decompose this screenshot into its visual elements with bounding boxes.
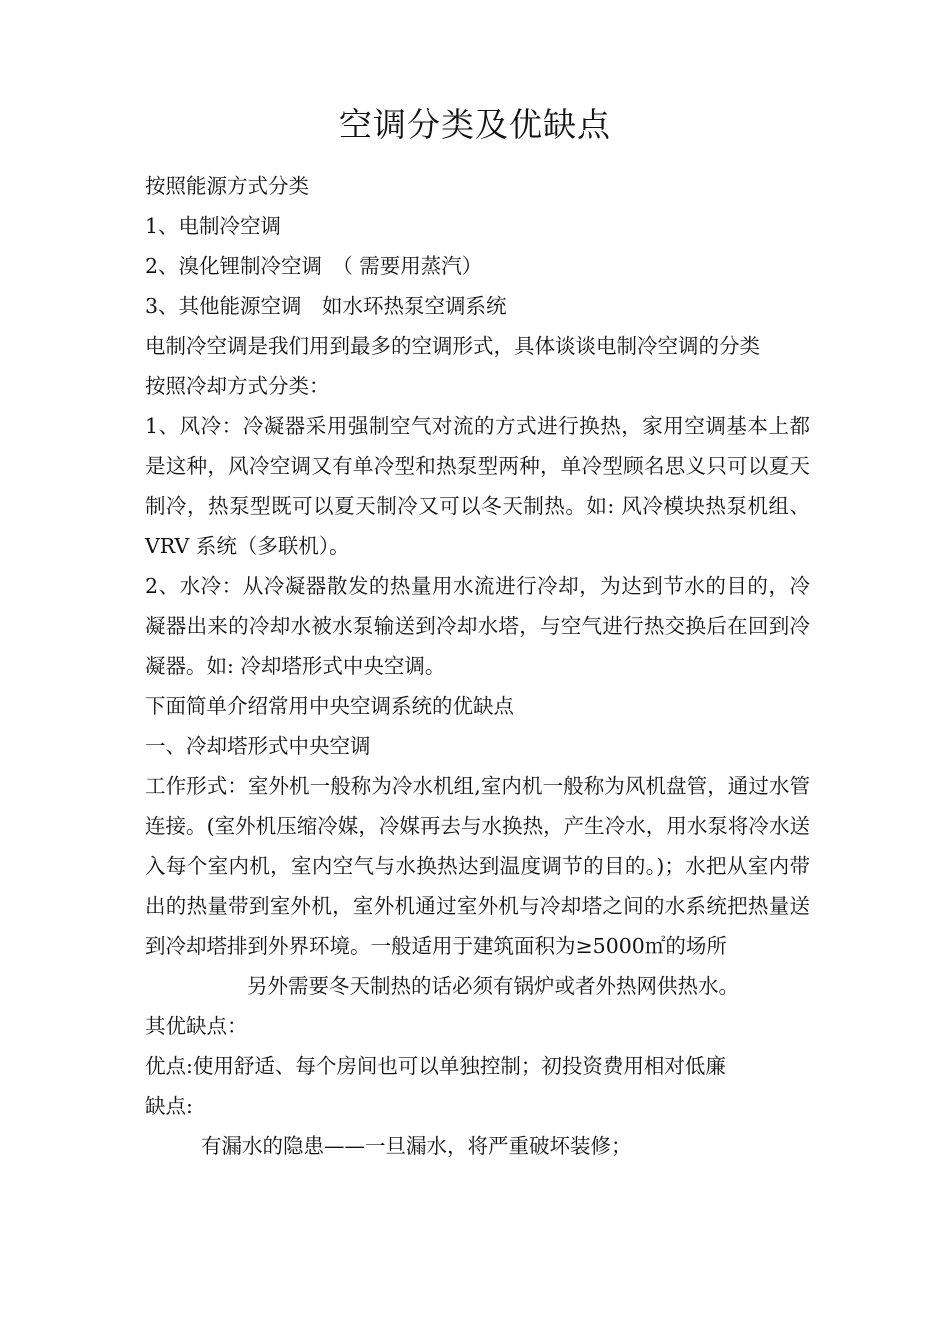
energy-item-electric: 1、电制冷空调	[145, 214, 282, 238]
work-form-paragraph: 工作形式：室外机一般称为冷水机组,室内机一般称为风机盘管，通过水管连接。(室外机压缩冷媒，冷媒再去与水换热，产生冷水，用水泵将冷水送入每个室内机，室内空气与水换热达到温度调节的目的。)；水把从室内带出的热量带到室外机，室外机通过室外机与冷却塔之间的水系统把热量送到冷却塔排到外界环境。一般适用于建筑面积为≥5000㎡的场所	[145, 774, 810, 958]
heating-note: 另外需要冬天制热的话必须有锅炉或者外热网供热水。	[247, 974, 739, 998]
energy-classification-heading: 按照能源方式分类	[145, 174, 309, 198]
page-title: 空调分类及优缺点	[339, 105, 611, 144]
water-cooling-paragraph: 2、水冷：从冷凝器散发的热量用水流进行冷却，为达到节水的目的，冷凝器出来的冷却水被水泵输送到冷却水塔，与空气进行热交换后在回到冷凝器。如: 冷却塔形式中央空调。	[145, 574, 810, 678]
cooling-classification-heading: 按照冷却方式分类：	[145, 374, 330, 398]
pros-cons-heading: 其优缺点：	[145, 1014, 248, 1038]
air-cooling-paragraph: 1、风冷：冷凝器采用强制空气对流的方式进行换热，家用空调基本上都是这种，风冷空调又有单冷型和热泵型两种，单冷型顾名思义只可以夏天制冷，热泵型既可以夏天制冷又可以冬天制热。如: 风冷模块热泵机组、VRV 系统（多联机）。	[145, 414, 810, 558]
energy-item-lithium-bromide: 2、溴化锂制冷空调 （ 需要用蒸汽）	[145, 254, 483, 278]
energy-item-other: 3、其他能源空调 如水环热泵空调系统	[145, 294, 507, 318]
pros-line: 优点:使用舒适、每个房间也可以单独控制；初投资费用相对低廉	[145, 1054, 726, 1078]
intro-paragraph: 电制冷空调是我们用到最多的空调形式，具体谈谈电制冷空调的分类	[145, 334, 760, 358]
cons-heading: 缺点:	[145, 1094, 193, 1118]
section-one-heading: 一、冷却塔形式中央空调	[145, 734, 371, 758]
cons-item-leak: 有漏水的隐患——一旦漏水，将严重破坏装修；	[201, 1134, 632, 1158]
central-ac-intro: 下面简单介绍常用中央空调系统的优缺点	[145, 694, 514, 718]
document-body	[145, 166, 810, 1166]
